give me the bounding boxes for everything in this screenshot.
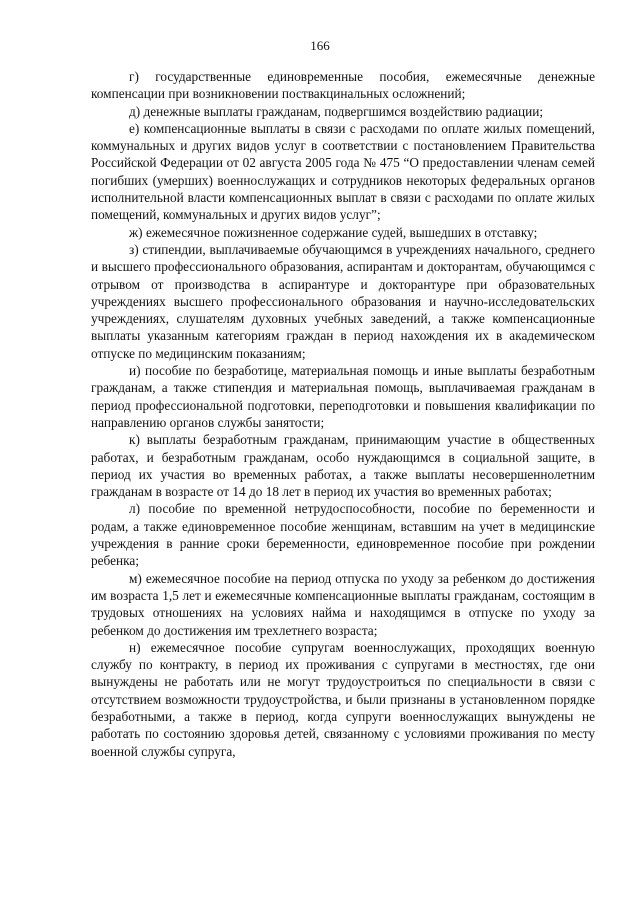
paragraph-zh: ж) ежемесячное пожизненное содержание судей, вышедших в отставку; (129, 224, 538, 240)
paragraph-l: л) пособие по временной нетрудоспособности, пособие по беременности и родам, а также единовременное пособие женщинам, вставшим на учет в медицинские учреждения в ранние сроки беременности, единовременное пособие при рождении ребенка; (91, 501, 595, 569)
paragraph-z: з) стипендии, выплачиваемые обучающимся в учреждениях начального, среднего и высшего профессионального образования, аспирантам и докторантам, обучающимся с отрывом от производства в аспирантуре и докторантуре при образовательных учреждениях высшего профессионального образования и научно-исследовательских учреждениях, слушателям духовных учебных заведений, а также компенсационные выплаты указанным категориям граждан в период нахождения их в академическом отпуске по медицинским показаниям; (91, 241, 595, 361)
document-body (91, 68, 595, 760)
paragraph-i: и) пособие по безработице, материальная помощь и иные выплаты безработным гражданам, а также стипендия и материальная помощь, выплачиваемая гражданам в период профессиональной подготовки, переподготовки и повышения квалификации по направлению органов службы занятости; (91, 363, 595, 430)
paragraph-m: м) ежемесячное пособие на период отпуска по уходу за ребенком до достижения им возраста 1,5 лет и ежемесячные компенсационные выплаты гражданам, состоящим в трудовых отношениях на условиях найма и находящимся в отпуске по уходу за ребенком до достижения им трехлетнего возраста; (91, 570, 595, 638)
paragraph-n: н) ежемесячное пособие супругам военнослужащих, проходящих военную службу по контракту, в период их проживания с супругами в местностях, где они вынуждены не работать или не могут трудоустроиться по специальности в связи с отсутствием возможности трудоустройства, и были признаны в установленном порядке безработными, а также в период, когда супруги военнослужащих вынуждены не работать по состоянию здоровья детей, связанному с условиями проживания по месту военной службы супруга, (91, 639, 595, 759)
paragraph-e: е) компенсационные выплаты в связи с расходами по оплате жилых помещений, коммунальных и других видов услуг в соответствии с постановлением Правительства Российской Федерации от 02 августа 2005 года № 475 “О предоставлении членам семей погибших (умерших) военнослужащих и сотрудников некоторых федеральных органов исполнительной власти компенсационных выплат в связи с расходами по оплате жилых помещений, коммунальных и других видов услуг”; (91, 120, 595, 223)
paragraph-d: д) денежные выплаты гражданам, подвергшимся воздействию радиации; (129, 103, 544, 119)
page-number: 166 (310, 38, 330, 53)
paragraph-g: г) государственные единовременные пособия, ежемесячные денежные компенсации при возникновении поствакцинальных осложнений; (91, 69, 595, 102)
paragraph-k: к) выплаты безработным гражданам, принимающим участие в общественных работах, и безработным гражданам, особо нуждающимся в социальной защите, в период их участия во временных работах, а также выплаты несовершеннолетним гражданам в возрасте от 14 до 18 лет в период их участия во временных работах; (91, 432, 595, 500)
